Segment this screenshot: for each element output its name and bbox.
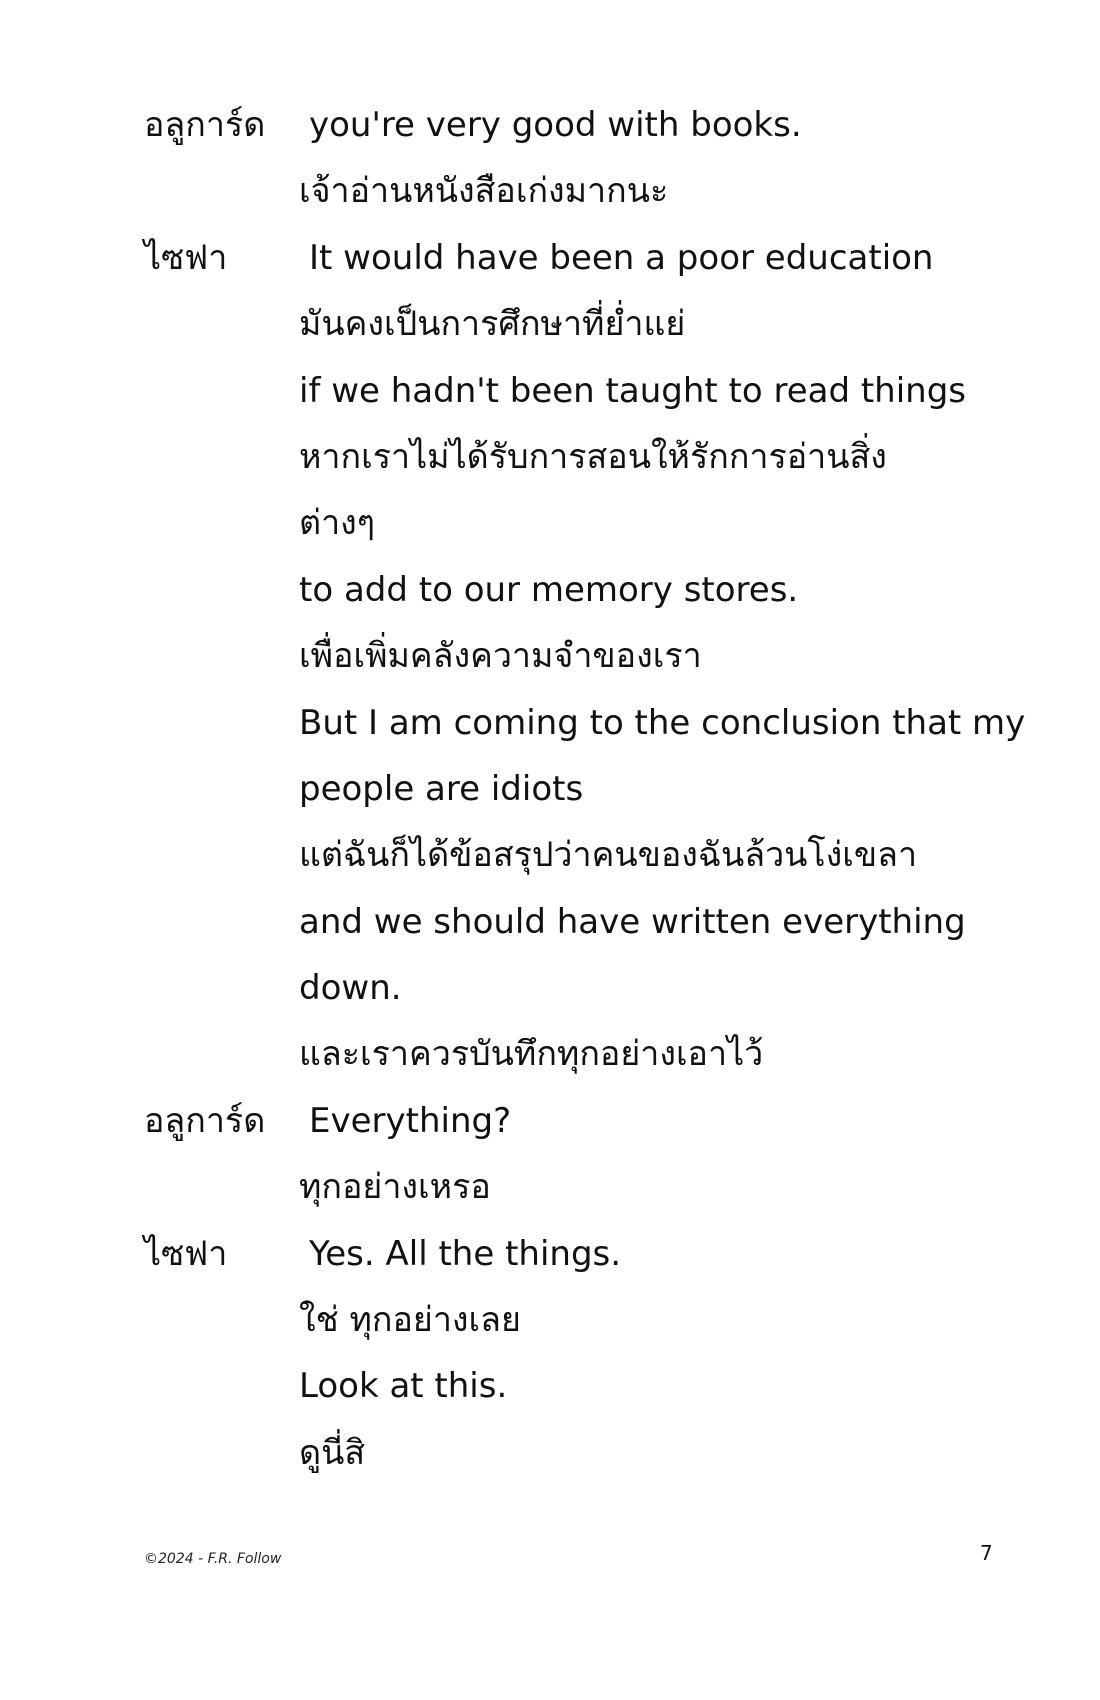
script-line: [144, 225, 1004, 291]
script-line: [144, 822, 1004, 888]
dialogue-text: ดูนี่สิ: [299, 1432, 366, 1473]
script-line: [144, 1221, 1004, 1287]
dialogue-text: down.: [299, 968, 402, 1009]
script-line: [144, 955, 1004, 1021]
script-body: [144, 92, 1026, 1486]
dialogue-text: to add to our memory stores.: [299, 569, 799, 610]
dialogue-text: Everything?: [309, 1100, 512, 1141]
dialogue-text: Yes. All the things.: [309, 1233, 622, 1274]
dialogue-text: if we hadn't been taught to read things: [299, 370, 967, 411]
script-line: [144, 1420, 1004, 1486]
script-line: [144, 623, 1004, 689]
script-line: [144, 1287, 1004, 1353]
dialogue-text: ทุกอย่างเหรอ: [299, 1167, 491, 1208]
script-line: [144, 424, 1004, 490]
script-line: [144, 557, 1004, 623]
dialogue-text: ใช่ ทุกอย่างเลย: [299, 1300, 521, 1341]
dialogue-text: It would have been a poor education: [309, 237, 934, 278]
dialogue-text: But I am coming to the conclusion that my: [299, 702, 1026, 743]
dialogue-text: และเราควรบันทึกทุกอย่างเอาไว้: [299, 1034, 764, 1075]
script-line: [144, 358, 1004, 424]
dialogue-text: แต่ฉันก็ได้ข้อสรุปว่าคนของฉันล้วนโง่เขลา: [299, 835, 918, 876]
script-line: [144, 1021, 1004, 1087]
script-line: [144, 490, 1004, 556]
dialogue-text: you're very good with books.: [309, 105, 802, 145]
copyright-notice: ©2024 - F.R. Follow: [144, 1551, 282, 1567]
script-line: [144, 1088, 1004, 1154]
script-line: [144, 291, 1004, 357]
dialogue-text: มันคงเป็นการศึกษาที่ย่ำแย่: [299, 304, 686, 345]
dialogue-text: ต่างๆ: [299, 503, 376, 544]
script-line: [144, 1154, 1004, 1220]
speaker-name: ไซฟา: [144, 237, 228, 278]
speaker-name: อลูการ์ด: [144, 1100, 266, 1141]
script-line: [144, 1353, 1004, 1419]
speaker-name: ไซฟา: [144, 1233, 228, 1274]
script-line: [144, 690, 1026, 756]
page-number: 7: [980, 1541, 993, 1565]
dialogue-text: เพื่อเพิ่มคลังความจำของเรา: [299, 636, 702, 677]
script-line: [144, 889, 1004, 955]
speaker-name: อลูการ์ด: [144, 105, 266, 145]
dialogue-text: Look at this.: [299, 1366, 508, 1407]
script-line: [144, 158, 1004, 224]
script-line: [144, 92, 1004, 158]
script-line: [144, 756, 1004, 822]
dialogue-text: เจ้าอ่านหนังสือเก่งมากนะ: [299, 171, 669, 212]
dialogue-text: and we should have written everything: [299, 901, 966, 942]
dialogue-text: หากเราไม่ได้รับการสอนให้รักการอ่านสิ่ง: [299, 436, 887, 477]
dialogue-text: people are idiots: [299, 768, 584, 809]
